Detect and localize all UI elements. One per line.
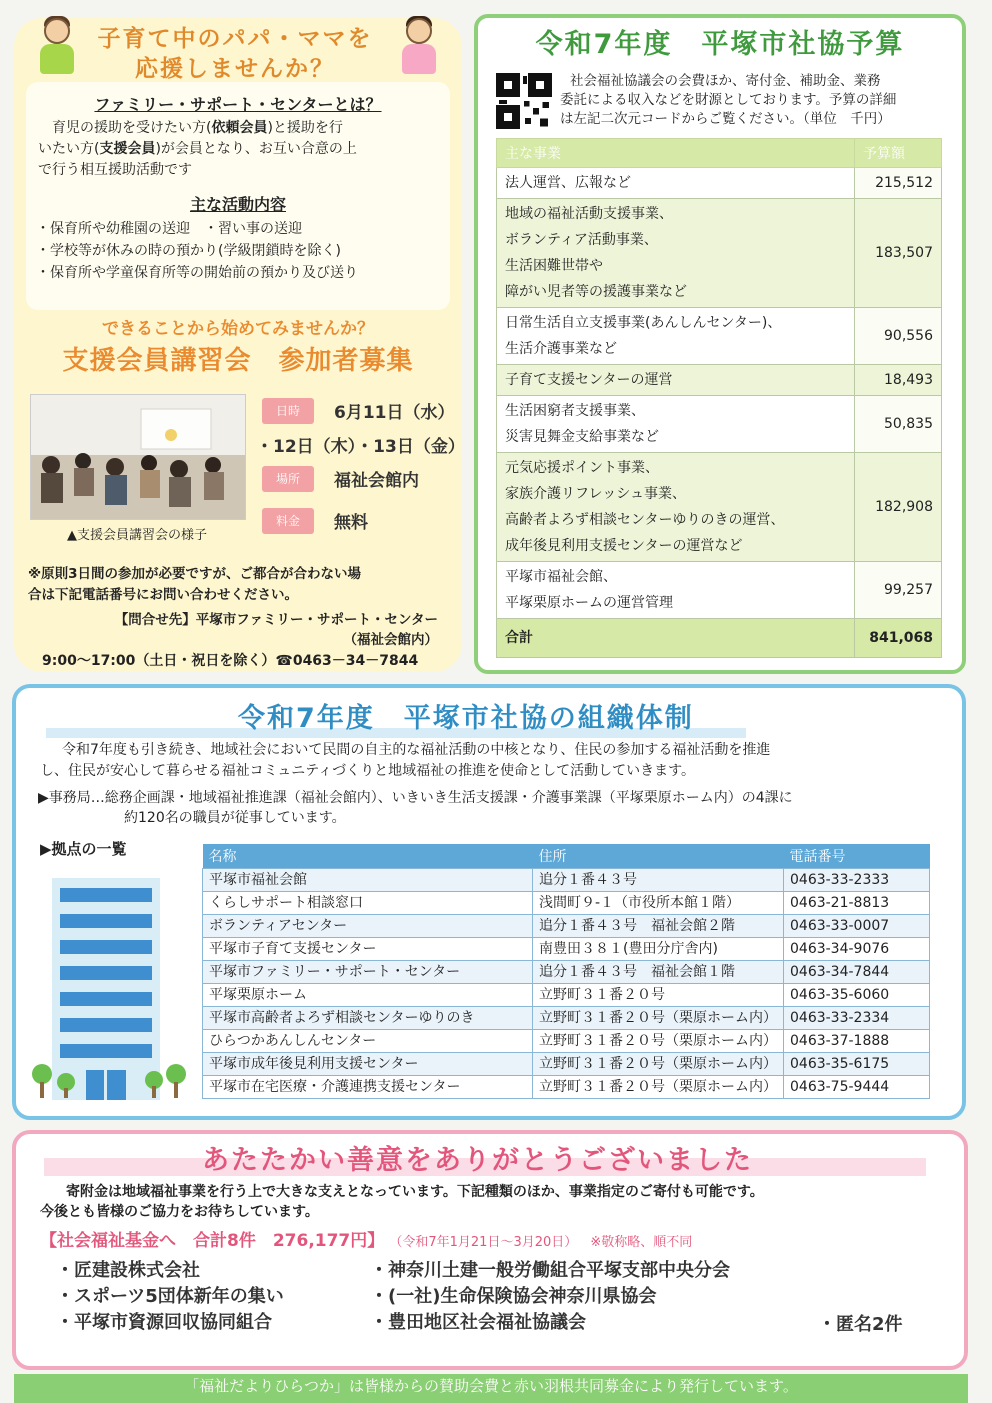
table-row	[203, 938, 930, 961]
date-tag: 日時	[262, 398, 314, 424]
desc-text: 育児の援助を受けたい方(	[52, 120, 212, 136]
intro-line: 社会福祉協議会の会費ほか、寄付金、補助金、業務	[570, 73, 881, 89]
donation-title: あたたかい善意をありがとうございました	[202, 1145, 753, 1176]
budget-intro	[560, 72, 952, 129]
family-description	[38, 118, 442, 181]
activity-item: ・保育所や幼稚園の送迎 ・習い事の送迎	[36, 221, 302, 237]
building-illustration	[30, 876, 190, 1104]
donor-item: ・(一社)生命保険協会神奈川県協会	[370, 1286, 657, 1307]
girl-illustration	[398, 18, 440, 76]
supporter-label: 支援会員	[99, 141, 156, 157]
base-phone: 0463-34-7844	[784, 961, 930, 984]
budget-table	[496, 138, 942, 658]
bases-label: ▶拠点の一覧	[40, 840, 127, 858]
office-line: 約120名の職員が従事しています。	[124, 810, 346, 826]
table-row	[497, 396, 942, 453]
col-amount-header: 予算額	[855, 139, 942, 168]
desc-text: )と援助を行	[267, 120, 343, 136]
budget-title: 令和7年度 平塚市社協予算	[535, 29, 905, 60]
budget-item: 子育て支援センターの運営	[497, 365, 855, 396]
fund-total: 【社会福祉基金へ 合計8件 276,177円】	[40, 1231, 385, 1251]
col-phone-header: 電話番号	[784, 844, 930, 869]
boy-illustration	[36, 18, 78, 76]
contact-line: 【問合せ先】平塚市ファミリー・サポート・センター	[114, 612, 438, 628]
budget-amount: 90,556	[855, 308, 942, 365]
budget-item: 生活困窮者支援事業、 災害見舞金支給事業など	[497, 396, 855, 453]
fund-summary	[40, 1226, 950, 1251]
desc-text: で行う相互援助活動です	[38, 162, 192, 178]
contact-hours-phone: 9:00〜17:00（土日・祝日を除く）☎0463－34－7844	[42, 653, 419, 669]
contact-info	[28, 610, 438, 650]
base-address: 立野町３１番２０号	[533, 984, 784, 1007]
desc-text: いたい方(	[38, 141, 100, 157]
total-label: 合計	[497, 619, 855, 658]
base-address: 南豊田３８１(豊田分庁舎内)	[533, 938, 784, 961]
base-address: 追分１番４３号 福祉会館２階	[533, 915, 784, 938]
office-info	[38, 788, 953, 828]
col-item-header: 主な事業	[497, 139, 855, 168]
family-banner-line1: 子育て中のパパ・ママを	[97, 26, 373, 52]
budget-item: 法人運営、広報など	[497, 168, 855, 199]
activity-item: ・学校等が休みの時の預かり(学級閉鎖時を除く)	[36, 243, 341, 259]
budget-item: 地域の福祉活動支援事業、 ボランティア活動事業、 生活困難世帯や 障がい児者等の援護事業など	[497, 199, 855, 308]
note-line: 合は下記電話番号にお問い合わせください。	[28, 587, 298, 603]
office-line: ▶事務局…総務企画課・地域福祉推進課（福祉会館内）、いきいき生活支援課・介護事業課（平塚栗原ホーム内）の4課に	[38, 790, 793, 806]
base-address: 立野町３１番２０号（栗原ホーム内）	[533, 1007, 784, 1030]
base-phone: 0463-34-9076	[784, 938, 930, 961]
base-name: ボランティアセンター	[203, 915, 533, 938]
base-name: 平塚市ファミリー・サポート・センター	[203, 961, 533, 984]
budget-amount: 18,493	[855, 365, 942, 396]
table-row	[203, 1053, 930, 1076]
activity-item: ・保育所や学童保育所等の開始前の預かり及び送り	[36, 265, 358, 281]
para-line: 寄附金は地域福祉事業を行う上で大きな支えとなっています。下記種類のほか、事業指定のご寄付も可能です。	[66, 1184, 764, 1200]
base-phone: 0463-37-1888	[784, 1030, 930, 1053]
col-name-header: 名称	[203, 844, 533, 869]
table-row	[497, 168, 942, 199]
base-name: 平塚市成年後見利用支援センター	[203, 1053, 533, 1076]
table-row	[497, 365, 942, 396]
event-date-line1: 6月11日（水）	[334, 403, 455, 423]
base-name: 平塚市高齢者よろず相談センターゆりのき	[203, 1007, 533, 1030]
base-phone: 0463-35-6060	[784, 984, 930, 1007]
base-phone: 0463-21-8813	[784, 892, 930, 915]
base-phone: 0463-35-6175	[784, 1053, 930, 1076]
family-banner-line2: 応援しませんか？	[135, 56, 335, 82]
intro-line: 委託による収入などを財源としております。予算の詳細	[560, 92, 897, 108]
budget-amount: 183,507	[855, 199, 942, 308]
event-fee: 無料	[334, 513, 368, 533]
total-amount: 841,068	[855, 619, 942, 658]
budget-item: 日常生活自立支援事業(あんしんセンター)、 生活介護事業など	[497, 308, 855, 365]
base-phone: 0463-75-9444	[784, 1076, 930, 1099]
donor-item: ・スポーツ5団体新年の集い	[56, 1286, 284, 1307]
para-line: 今後とも皆様のご協力をお待ちしています。	[40, 1204, 319, 1220]
budget-header-row	[497, 139, 942, 168]
event-place: 福祉会館内	[334, 471, 419, 491]
place-tag: 場所	[262, 466, 314, 492]
col-address-header: 住所	[533, 844, 784, 869]
budget-amount: 99,257	[855, 562, 942, 619]
base-address: 浅間町９-１（市役所本館１階）	[533, 892, 784, 915]
organization-description	[40, 740, 950, 782]
total-row	[497, 619, 942, 658]
event-date-line2: ・12日（木）・13日（金）	[256, 437, 465, 457]
table-row	[203, 915, 930, 938]
event-title: 支援会員講習会 参加者募集	[62, 346, 414, 376]
qr-code-icon[interactable]	[496, 73, 552, 129]
family-subtitle: ファミリー・サポート・センターとは？	[94, 95, 382, 114]
fee-tag: 料金	[262, 508, 314, 534]
table-row	[497, 562, 942, 619]
cta-text: できることから始めてみませんか？	[102, 319, 374, 339]
photo-caption: ▲支援会員講習会の様子	[67, 528, 207, 543]
activities-list	[36, 218, 456, 284]
donor-item: ・豊田地区社会福祉協議会	[370, 1312, 586, 1333]
budget-amount: 215,512	[855, 168, 942, 199]
donor-item: ・匠建設株式会社	[56, 1260, 200, 1281]
base-name: 平塚市子育て支援センター	[203, 938, 533, 961]
base-name: ひらつかあんしんセンター	[203, 1030, 533, 1053]
base-address: 立野町３１番２０号（栗原ホーム内）	[533, 1076, 784, 1099]
donor-list-right	[370, 1258, 730, 1336]
bases-header-row	[203, 844, 930, 869]
table-row	[497, 308, 942, 365]
bases-table	[202, 844, 930, 1099]
organization-title: 令和7年度 平塚市社協の組織体制	[238, 703, 694, 734]
honorific-note: ※敬称略、順不同	[590, 1235, 693, 1250]
base-address: 立野町３１番２０号（栗原ホーム内）	[533, 1053, 784, 1076]
table-row	[203, 1030, 930, 1053]
budget-amount: 50,835	[855, 396, 942, 453]
budget-item: 平塚市福祉会館、 平塚栗原ホームの運営管理	[497, 562, 855, 619]
table-row	[203, 1076, 930, 1099]
table-row	[203, 869, 930, 892]
fund-period: （令和7年1月21日～3月20日）	[389, 1235, 578, 1250]
anonymous-donors: ・匿名2件	[818, 1314, 903, 1335]
para-line: し、住民が安心して暮らせる福祉コミュニティづくりと地域福祉の推進を使命として活動していきます。	[40, 763, 696, 779]
base-phone: 0463-33-0007	[784, 915, 930, 938]
base-address: 追分１番４３号 福祉会館１階	[533, 961, 784, 984]
attendance-note	[28, 564, 458, 606]
budget-amount: 182,908	[855, 453, 942, 562]
footer-note: 「福祉だよりひらつか」は皆様からの賛助会費と赤い羽根共同募金により発行しています。	[14, 1374, 968, 1403]
base-phone: 0463-33-2333	[784, 869, 930, 892]
table-row	[203, 1007, 930, 1030]
desc-text: )が会員となり、お互い合意の上	[155, 141, 357, 157]
donation-description	[40, 1182, 950, 1222]
intro-line: は左記二次元コードからご覧ください。（単位 千円）	[560, 111, 891, 127]
donor-item: ・平塚市資源回収協同組合	[56, 1312, 272, 1333]
base-name: 平塚市在宅医療・介護連携支援センター	[203, 1076, 533, 1099]
para-line: 令和7年度も引き続き、地域社会において民間の自主的な福祉活動の中核となり、住民の参加する福祉活動を推進	[62, 742, 771, 758]
base-name: 平塚栗原ホーム	[203, 984, 533, 1007]
base-phone: 0463-33-2334	[784, 1007, 930, 1030]
budget-item: 元気応援ポイント事業、 家族介護リフレッシュ事業、 高齢者よろず相談センターゆりのきの運営、 成年後見利用支援センターの運営など	[497, 453, 855, 562]
donor-item: ・神奈川土建一般労働組合平塚支部中央分会	[370, 1260, 730, 1281]
base-name: くらしサポート相談窓口	[203, 892, 533, 915]
table-row	[497, 453, 942, 562]
table-row	[203, 961, 930, 984]
table-row	[497, 199, 942, 308]
seminar-photo	[30, 394, 246, 520]
requester-label: 依頼会員	[211, 120, 268, 136]
base-address: 立野町３１番２０号（栗原ホーム内）	[533, 1030, 784, 1053]
base-name: 平塚市福祉会館	[203, 869, 533, 892]
table-row	[203, 984, 930, 1007]
activities-title: 主な活動内容	[189, 195, 286, 214]
donor-list-left	[56, 1258, 284, 1336]
base-address: 追分１番４３号	[533, 869, 784, 892]
note-line: ※原則3日間の参加が必要ですが、ご都合が合わない場	[28, 566, 362, 582]
table-row	[203, 892, 930, 915]
contact-line: （福祉会館内）	[343, 632, 438, 648]
